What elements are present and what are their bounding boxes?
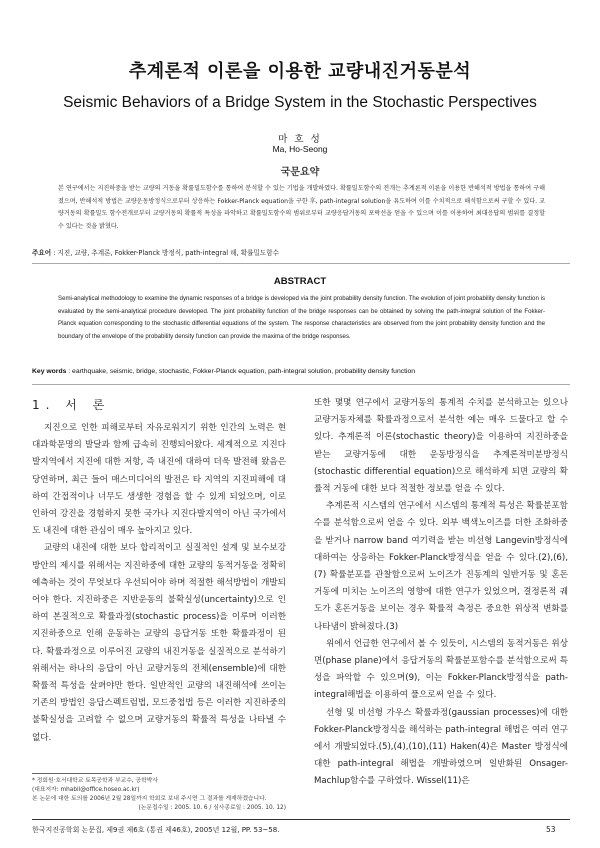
- left-column: [32, 396, 286, 747]
- english-keywords: [32, 368, 572, 375]
- paper-title-english: Seismic Behaviors of a Bridge System in the Stochastic Perspectives: [63, 94, 537, 111]
- page-number: 53: [546, 825, 556, 834]
- footer-divider: [32, 819, 570, 820]
- journal-citation: 한국지진공학회 논문집, 제9권 제6호 (통권 제46호), 2005년 12월, PP. 53~58.: [32, 826, 280, 834]
- body-paragraph: 위에서 언급한 연구에서 볼 수 있듯이, 시스템의 동적거동은 위상면(phase plane)에서 응답거동의 확률분포함수를 분석함으로써 특성을 파악할 수 있으며(9), 이는 Fokker-Planck방정식을 path-integral해법을 이용하여 풀으로써 얻을 수 있다.: [314, 638, 568, 701]
- footnote-line: * 정회원·호서대학교 토목공학과 부교수, 공학박사: [32, 778, 158, 784]
- korean-abstract: 본 연구에서는 지진하중을 받는 교량의 거동을 확률밀도함수를 통하여 분석할 수 있는 기법을 개발하였다. 확률밀도함수의 전개는 추계론적 이론을 이용한 반해석적 방법을 통하여 구해졌으며, 반해석적 방법은 교량운동방정식으로부터 상응하는 Fokker-Planck equation을 구한 후, path-integral solution을 유도하여 이를 수치적으로 해석함으로써 구할 수 있다. 교량거동의 확률밀도 함수전개로부터 교량거동의 확률적 특성을 파악하고 확률밀도함수의 범위로부터 교량응답거동의 포락선을 얻을 수 있으며 이를 이용하여 최대응답의 범위를 결정할 수 있다는 것을 밝혔다.: [58, 185, 545, 230]
- body-paragraph: 교량의 내진에 대한 보다 합리적이고 실질적인 설계 및 보수보강방안의 제시를 위해서는 지진하중에 대한 교량의 동적거동을 정확히 예측하는 것이 무엇보다 우선되어야 하며 적절한 해석방법이 개발되어야 한다. 지진하중은 지반운동의 불확실성(uncertainty)으로 인하여 본질적으로 확률과정(stochastic process)을 이루며 이러한 지진하중으로 인해 운동하는 교량의 응답거동 또한 확률과정이 된다. 확률과정으로 이루어진 교량의 내진거동을 실질적으로 분석하기 위해서는 하나의 응답이 아닌 교량거동의 전체(ensemble)에 대한 확률적 특성을 살펴야만 한다. 일반적인 교량의 내진해석에 쓰이는 기존의 방법인 응답스펙트럼법, 모드중첩법 등은 이러한 지진하중의 불확실성을 고려할 수 없으며 교량거동의 확률적 특성을 나타낼 수 없다.: [32, 543, 286, 743]
- author-name-korean: 마 호 성: [278, 134, 322, 145]
- english-keywords-label: Key words: [32, 368, 67, 375]
- right-column: [314, 395, 568, 791]
- author-name-english: Ma, Ho-Seong: [272, 144, 328, 154]
- korean-keywords: [32, 247, 572, 257]
- footnotes: [32, 777, 286, 813]
- english-keywords-text: : earthquake, seismic, bridge, stochastic, Fokker-Planck equation, path-integral solution, probability density function: [68, 368, 416, 375]
- footnote-divider: [32, 773, 152, 774]
- footnote-line: (대표저자: mhabil@office.hoseo.ac.kr): [32, 787, 140, 793]
- korean-keywords-text: : 지진, 교량, 추계론, Fokker-Planck 방정식, path-integral 해, 확률밀도함수: [53, 249, 279, 257]
- body-paragraph: 지진으로 인한 피해로부터 자유로워지기 위한 인간의 노력은 현대과학문명의 발달과 함께 급속히 진행되어왔다. 세계적으로 지진다발지역에서 지진에 대한 저항, 즉 내진에 대하여 더욱 발전해 왔음은 당연하며, 최근 들어 매스미디어의 발전은 타 지역의 지진피해에 대하여 간접적이나 너무도 생생한 경험을 할 수 있게 되었으며, 이로 인하여 강진을 경험하지 못한 국가나 지진다발지역이 아닌 국가에서도 내진에 대한 관심이 매우 높아지고 있다.: [32, 423, 286, 537]
- korean-keywords-label: 주요어: [32, 249, 52, 257]
- body-paragraph: 선형 및 비선형 가우스 확률과정(gaussian processes)에 대한 Fokker-Planck방정식을 해석하는 path-integral 해법은 여러 연구에서 개발되었다.(5),(4),(10),(11) Haken(4)은 Master 방정식에 대한 path-integral 해법을 개발하였으며 일반화된 Onsager-Machlup함수를 구하였다. Wissel(11)은: [314, 707, 568, 787]
- english-abstract: Semi-analytical methodology to examine the dynamic responses of a bridge is developed via the joint probability density function. The evolution of joint probability density function is evaluated by the semi-analytical procedure developed. The joint probability function of the bridge responses can be obtained by solving the path-integral solution of the Fokker-Planck equation corresponding to the stochastic differential equations of the system. The response characteristics are observed from the joint probability density function and the boundary of the envelope of the probability density function can provide the maxima of the bridge responses.: [58, 295, 545, 340]
- footnote-line: 본 논문에 대한 토의를 2006년 2월 28일까지 학회로 보내 주시면 그 결과를 게재하겠습니다.: [32, 796, 267, 802]
- divider: [32, 384, 570, 385]
- body-paragraph: 추계론적 시스템의 연구에서 시스템의 통계적 특성은 확률분포함수를 분석함으로써 얻을 수 있다. 외부 백색노이즈를 더한 조화하중을 받거나 narrow band 여기력을 받는 비선형 Langevin방정식에 대하여는 상응하는 Fokker-Planck방정식을 얻을 수 있다.(2),(6),(7) 확률분포를 관찰함으로써 노이즈가 진동계의 일반거동 및 혼돈거동에 미치는 노이즈의 영향에 대한 연구가 있었으며, 결정론적 궤도가 혼돈거동을 보이는 경우 확률적 측정은 중요한 위상적 변화를 나타냄이 밝혀졌다.(3): [314, 501, 568, 632]
- divider: [32, 263, 570, 264]
- footnote-line: (논문접수일 : 2005. 10. 6 / 심사종료일 : 2005. 10. 12): [138, 805, 286, 811]
- section-heading: 1. 서 론: [32, 398, 111, 412]
- abstract-heading: ABSTRACT: [273, 276, 327, 287]
- body-paragraph: 또한 몇몇 연구에서 교량거동의 통계적 수치를 분석하고는 있으나 교량거동자체를 확률과정으로서 분석한 예는 매우 드물다고 할 수 있다. 추계론적 이론(stochastic theory)을 이용하여 지진하중을 받는 교량거동에 대한 운동방정식을 추계론적미분방정식 (stochastic differential equation)으로 해석하게 되면 교량의 확률적 거동에 대한 보다 적절한 정보를 얻을 수 있다.: [314, 398, 568, 495]
- korean-abstract-heading: 국문요약: [280, 167, 320, 178]
- paper-title-korean: 추계론적 이론을 이용한 교량내진거동분석: [128, 61, 472, 82]
